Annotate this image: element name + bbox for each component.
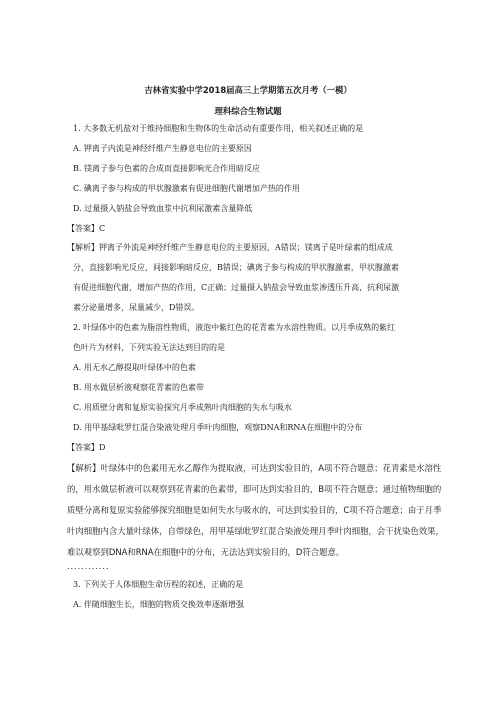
q2-explanation-line: 的，用水做层析液可以观察到花青素的色素带，即可达到实验目的，B项不符合题意；通过植物细胞的 (67, 484, 442, 494)
q1-option-d: D. 过量摄入钠盐会导致血浆中抗利尿激素含量降低 (73, 204, 253, 213)
q1-explanation-line: 【解析】钾离子外流是神经纤维产生静息电位的主要原因，A错误；镁离子是叶绿素的组成成 (67, 243, 393, 252)
q2-explanation-line: 叶肉细胞内含大量叶绿体，自带绿色，用甲基绿吡罗红混合染液处理月季叶肉细胞，会干扰染色效果， (67, 526, 444, 536)
q1-option-b: B. 镁离子参与色素的合成而直接影响光合作用暗反应 (73, 164, 260, 173)
q2-explanation-line: 【解析】叶绿体中的色素用无水乙醇作为提取液，可达到实验目的，A项不符合题意；花青素是水溶性 (67, 463, 442, 473)
q2-stem: 2. 叶绿体中的色素为脂溶性物质，液泡中紫红色的花青素为水溶性物质。以月季成熟的紫红 (73, 323, 396, 332)
q2-option-a: A. 用无水乙醇提取叶绿体中的色素 (73, 363, 196, 372)
q1-stem: 1. 大多数无机盐对于维持细胞和生物体的生命活动有重要作用，相关叙述正确的是 (73, 124, 364, 133)
q2-stem-continued: 色叶片为材料，下列实验无法达到目的的是 (73, 343, 225, 352)
q1-explanation-line: 素分泌量增多，尿量减少，D错误。 (73, 303, 200, 312)
separator-dots: ............ (67, 562, 110, 571)
document-subtitle: 理科综合生物试题 (214, 106, 282, 116)
q2-explanation-line: 难以观察到DNA和RNA在细胞中的分布，无法达到实验目的，D符合题意。 (67, 547, 345, 557)
q1-explanation-line: 分，直接影响光反应，间接影响暗反应，B错误；碘离子参与构成的甲状腺激素，甲状腺激素 (73, 263, 399, 272)
q3-option-a: A. 伴随细胞生长，细胞的物质交换效率逐渐增强 (73, 600, 244, 609)
q1-option-a: A. 钾离子内流是神经纤维产生静息电位的主要原因 (73, 144, 252, 153)
q2-explanation-line: 质壁分离和复原实验能够探究细胞是如何失水与吸水的，可达到实验目的，C项不符合题意；由于月季 (67, 505, 442, 515)
q1-explanation-line: 有促进细胞代谢，增加产热的作用，C正确；过量摄入钠盐会导致血浆渗透压升高，抗利尿激 (73, 283, 400, 292)
q1-answer: 【答案】C (67, 224, 106, 233)
q2-option-b: B. 用水做层析液观察花青素的色素带 (73, 383, 204, 392)
q2-option-c: C. 用质壁分离和复原实验探究月季成熟叶肉细胞的失水与吸水 (73, 403, 292, 412)
q3-stem: 3. 下列关于人体细胞生命历程的叙述，正确的是 (73, 580, 244, 589)
q2-answer: 【答案】D (67, 443, 106, 452)
q1-option-c: C. 碘离子参与构成的甲状腺激素有促进细胞代谢增加产热的作用 (73, 184, 300, 193)
document-title: 吉林省实验中学2018届高三上学期第五次月考（一模） (144, 85, 352, 95)
q2-option-d: D. 用甲基绿吡罗红混合染液处理月季叶肉细胞，观察DNA和RNA在细胞中的分布 (73, 423, 363, 432)
